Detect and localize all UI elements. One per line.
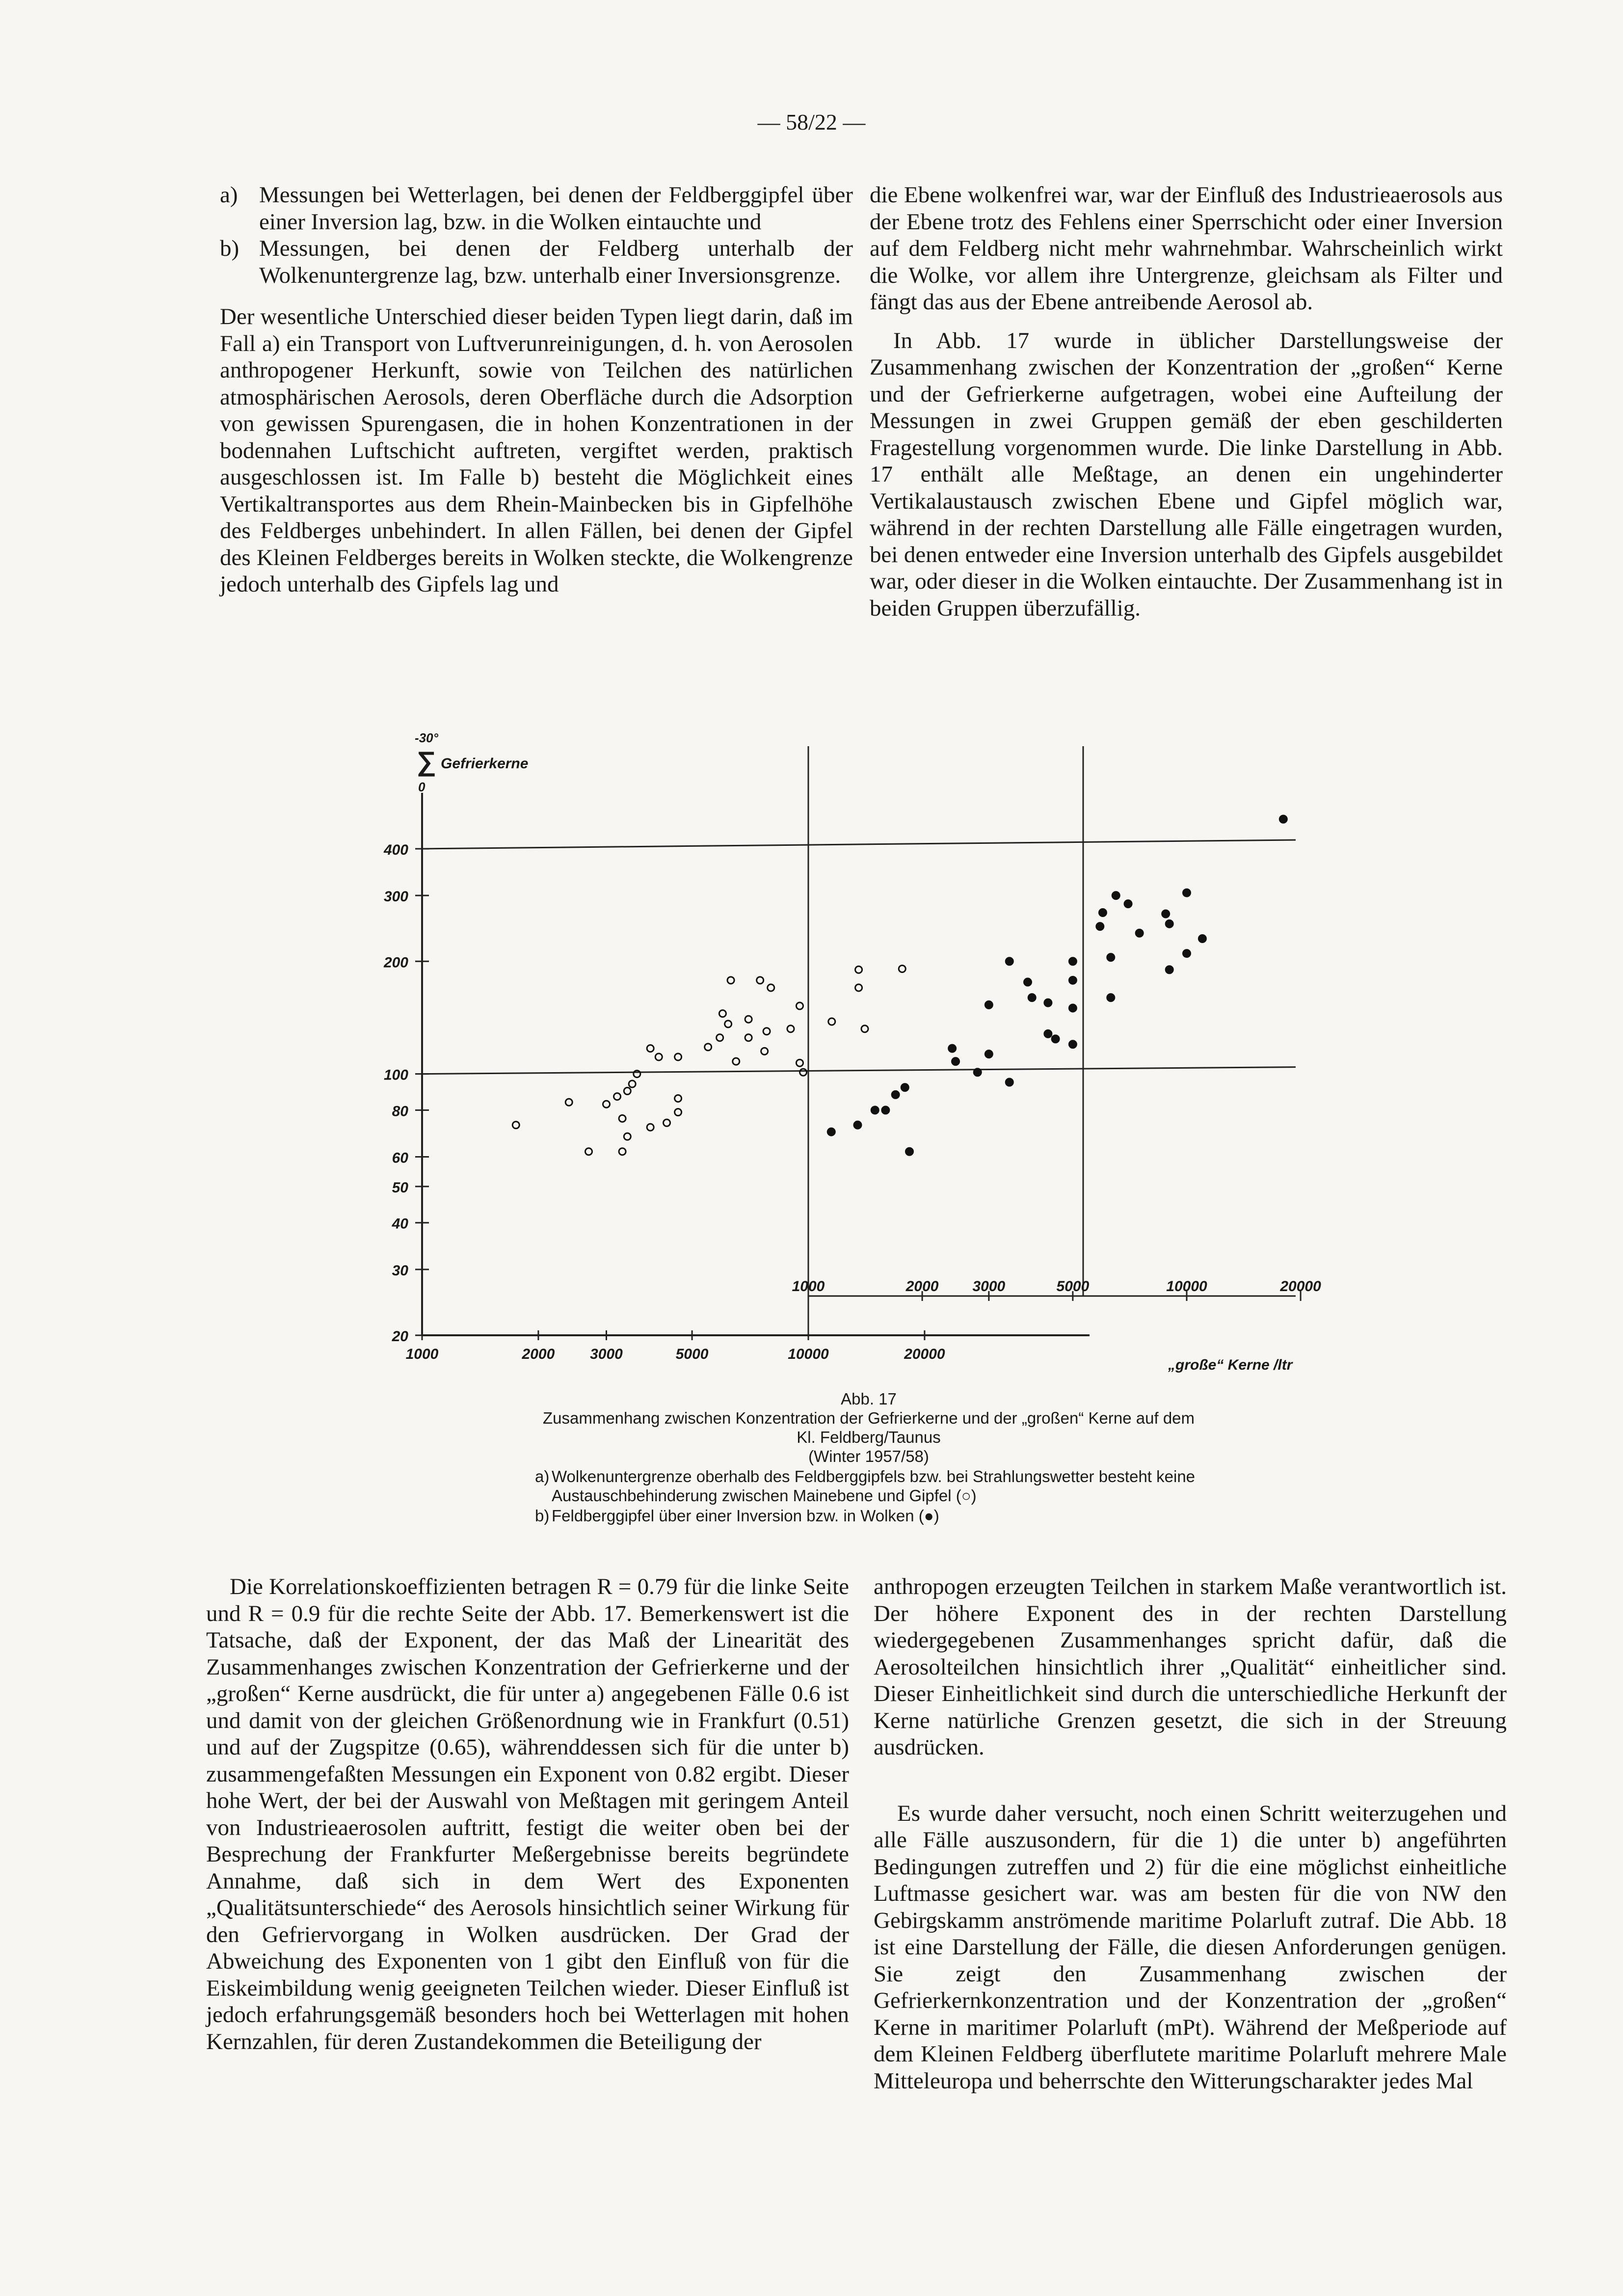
data-point-filled xyxy=(952,1057,959,1065)
data-point-open xyxy=(727,977,734,984)
x-tick-label-left: 10000 xyxy=(788,1346,829,1362)
data-point-filled xyxy=(853,1121,861,1129)
y-tick-label: 100 xyxy=(383,1067,408,1083)
data-point-filled xyxy=(892,1091,900,1099)
data-point-open xyxy=(855,984,862,991)
page-number: — 58/22 — xyxy=(757,109,866,135)
x-tick-label-left: 3000 xyxy=(590,1346,623,1362)
data-point-open xyxy=(796,1059,803,1066)
list-item-text: Messungen, bei denen der Feldberg unterhalb der Wolkenuntergrenze lag, bzw. unterhalb einer Inversionsgrenze. xyxy=(259,236,853,288)
x-tick-label-left: 20000 xyxy=(904,1346,945,1362)
y-label-top: -30° xyxy=(415,731,438,745)
data-point-open xyxy=(603,1101,610,1107)
data-point-filled xyxy=(1069,1004,1077,1012)
x-tick-label-right: 3000 xyxy=(972,1278,1006,1295)
data-point-filled xyxy=(1107,994,1115,1001)
data-point-open xyxy=(647,1124,654,1131)
data-point-filled xyxy=(1162,910,1170,918)
data-point-open xyxy=(717,1034,723,1041)
data-point-filled xyxy=(905,1148,913,1156)
data-point-filled xyxy=(1183,889,1191,897)
paragraph: Die Korrelationskoeffizienten betragen R = 0.79 für die linke Seite und R = 0.9 für die rechte Seite der Abb. 17. Bemerkenswert ist die Tatsache, daß der Exponent, der das Maß der Linearität des Zusammenhanges zwischen Konzentration der Gefrierkerne und der „großen“ Kerne ausdrückt, die für unter a) angegebenen Fälle 0.6 ist und damit von der gleichen Größenordnung wie in Frankfurt (0.51) und auf der Zugspitze (0.65), währenddessen sich für die unter b) zusammengefaßten Messungen ein Exponent von 0.82 ergibt. Dieser hohe Wert, der bei der Auswahl von Meßtagen mit geringem Anteil von Industrieaerosolen auftritt, festigt die weiter oben bei der Besprechung der Frankfurter Meßergebnisse bereits begründete Annahme, daß sich in dem Wert des Exponenten „Qualitätsunterschiede“ des Aerosols hinsichtlich seiner Wirkung für den Gefriervorgang in Wolken ausdrücken. Der Grad der Abweichung des Exponenten von 1 gibt den Einfluß von für die Eiskeimbildung wenig geeigneten Teilchen wieder. Dieser Einfluß ist jedoch erfahrungsgemäß besonders hoch bei Wetterlagen mit hohen Kernzahlen, für deren Zustandekommen die Beteiligung der xyxy=(206,1574,849,2054)
data-point-filled xyxy=(985,1001,993,1009)
caption-title: Abb. 17 xyxy=(841,1390,897,1408)
scatter-chart xyxy=(334,731,1340,1384)
list-item-b xyxy=(220,235,853,289)
paragraph: Der wesentliche Unterschied dieser beiden Typen liegt darin, daß im Fall a) ein Transport von Luftverunreinigungen, d. h. von Aerosolen anthropogener Herkunft, sowie von Teilchen des natürlichen atmosphärischen Aerosols, deren Oberfläche durch die Adsorption von gewissen Spurengasen, die in hohen Konzentrationen in der bodennahen Luftschicht auftreten, vergiftet werden, praktisch ausgeschlossen ist. Im Falle b) besteht die Möglichkeit eines Vertikaltransportes aus dem Rhein-Mainbecken bis in Gipfelhöhe des Feldberges unbehindert. In allen Fällen, bei denen der Gipfel des Kleinen Feldberges bereits in Wolken steckte, die Wolkengrenze jedoch unterhalb des Gipfels lag und xyxy=(220,304,853,597)
data-point-open xyxy=(761,1048,768,1054)
data-point-open xyxy=(565,1099,572,1106)
data-point-open xyxy=(855,966,862,973)
data-point-open xyxy=(745,1034,752,1041)
data-point-filled xyxy=(1069,957,1077,965)
caption-line: (Winter 1957/58) xyxy=(808,1447,929,1465)
data-point-filled xyxy=(1107,953,1115,961)
data-point-filled xyxy=(881,1106,889,1114)
data-point-filled xyxy=(1069,1040,1077,1048)
data-point-open xyxy=(629,1080,636,1087)
data-point-filled xyxy=(1044,1030,1052,1038)
data-point-open xyxy=(624,1133,631,1140)
data-point-filled xyxy=(827,1128,835,1136)
list-item-label: b) xyxy=(220,236,239,261)
x-tick-label-right: 1000 xyxy=(792,1278,825,1295)
y-tick-label: 80 xyxy=(392,1103,408,1120)
data-point-filled xyxy=(948,1045,956,1053)
data-point-filled xyxy=(1166,966,1173,973)
y-tick-label: 20 xyxy=(392,1328,408,1345)
text-column-bottom-right xyxy=(874,1573,1507,2106)
y-tick-label: 50 xyxy=(392,1179,408,1196)
data-point-filled xyxy=(1044,999,1052,1007)
y-tick-label: 40 xyxy=(392,1216,408,1232)
x-tick-label-left: 1000 xyxy=(405,1346,439,1362)
y-label-text: Gefrierkerne xyxy=(441,756,529,772)
data-point-open xyxy=(763,1028,770,1035)
list-item-text: Messungen bei Wetterlagen, bei denen der Feldberggipfel über einer Inversion lag, bzw. in die Wolken eintauchte und xyxy=(259,182,853,235)
data-point-open xyxy=(768,984,774,991)
data-point-filled xyxy=(1006,957,1013,965)
data-point-filled xyxy=(1096,922,1104,930)
caption-item-label: b) xyxy=(535,1507,550,1525)
data-point-open xyxy=(828,1018,835,1025)
data-point-filled xyxy=(1183,949,1191,957)
x-tick-label-left: 5000 xyxy=(675,1346,709,1362)
caption-item-label: a) xyxy=(535,1467,550,1486)
data-point-filled xyxy=(974,1068,982,1076)
caption-item-text: Feldberggipfel über einer Inversion bzw. in Wolken (●) xyxy=(552,1507,939,1525)
data-point-open xyxy=(745,1016,752,1023)
data-point-filled xyxy=(1124,900,1132,908)
paragraph: Es wurde daher versucht, noch einen Schritt weiterzugehen und alle Fälle auszusondern, für die 1) die unter b) angeführten Bedingungen zutreffen und 2) für die eine möglichst einheitliche Luftmasse gesichert war. was am besten für die von NW den Gebirgskamm anströmende maritime Polarluft zutraf. Die Abb. 18 ist eine Darstellung der Fälle, die diesen Anforderungen genügen. Sie zeigt den Zusammenhang zwischen der Gefrierkernkonzentration und der Konzentration der „großen“ Kerne in maritimer Polarluft (mPt). Während der Meßperiode auf dem Kleinen Feldberg überflutete maritime Polarluft mehrere Male Mitteleuropa und beherrschte den Witterungscharakter jedes Mal xyxy=(874,1800,1507,2094)
data-point-open xyxy=(655,1053,662,1060)
y-tick-label: 400 xyxy=(383,841,408,858)
data-point-filled xyxy=(1052,1035,1060,1043)
paragraph: anthropogen erzeugten Teilchen in starkem Maße verantwortlich ist. Der höhere Exponent des in der rechten Darstellung wiedergegebenen Zusammenhanges spricht dafür, daß die Aerosolteilchen hinsichtlich ihrer „Qualität“ einheitlicher sind. Dieser Einheitlichkeit sind durch die unterschiedliche Herkunft der Kerne natürliche Grenzen gesetzt, die sich in der Streuung ausdrücken. xyxy=(874,1574,1507,1760)
data-point-open xyxy=(614,1093,621,1100)
figure-caption xyxy=(535,1389,1202,1525)
data-point-filled xyxy=(985,1050,993,1058)
data-point-open xyxy=(675,1095,682,1102)
y-tick-label: 30 xyxy=(392,1262,408,1279)
data-point-filled xyxy=(1166,920,1173,928)
y-tick-label: 300 xyxy=(383,889,408,905)
data-point-open xyxy=(619,1115,626,1122)
caption-item-a xyxy=(535,1467,1202,1505)
data-point-open xyxy=(512,1122,519,1129)
data-point-filled xyxy=(1279,815,1287,823)
x-tick-label-right: 10000 xyxy=(1166,1278,1207,1295)
data-point-filled xyxy=(1024,978,1032,986)
x-axis-label: „große“ Kerne /ltr xyxy=(1168,1357,1293,1373)
paragraph: In Abb. 17 wurde in üblicher Darstellungsweise der Zusammenhang zwischen der Konzentration der „großen“ Kerne und der Gefrierkerne aufgetragen, wobei eine Aufteilung der Messungen in zwei Gruppen gemäß der eben geschilderten Fragestellung vorgenommen wurde. Die linke Darstellung in Abb. 17 enthält alle Meßtage, an denen ein ungehinderter Vertikalaustausch zwischen Ebene und Gipfel möglich war, während in der rechten Darstellung alle Fälle eingetragen wurden, bei denen entweder eine Inversion unterhalb des Gipfels ausgebildet war, oder dieser in die Wolken eintauchte. Der Zusammenhang ist in beiden Gruppen überzufällig. xyxy=(870,327,1503,621)
data-point-filled xyxy=(901,1083,909,1091)
data-point-open xyxy=(705,1044,712,1051)
data-point-open xyxy=(585,1148,592,1155)
paragraph: die Ebene wolkenfrei war, war der Einfluß des Industrieaerosols aus der Ebene trotz des Fehlens einer Sperrschicht oder einer Inversion auf dem Feldberg nicht mehr wahrnehmbar. Wahrscheinlich wirkt die Wolke, vor allem ihre Untergrenze, gleichsam als Filter und fängt das aus der Ebene antreibende Aerosol ab. xyxy=(870,182,1503,315)
data-point-filled xyxy=(1069,976,1077,984)
list-item-a xyxy=(220,182,853,235)
data-point-open xyxy=(725,1021,732,1027)
data-point-open xyxy=(796,1002,803,1009)
text-column-bottom-left xyxy=(206,1573,849,2067)
data-point-filled xyxy=(871,1106,879,1114)
data-point-filled xyxy=(1028,994,1036,1001)
list-item-label: a) xyxy=(220,182,238,208)
data-point-filled xyxy=(1006,1079,1013,1086)
text-column-top-right xyxy=(870,182,1503,633)
data-point-open xyxy=(757,977,764,984)
y-label-zero: 0 xyxy=(418,780,426,794)
gridline-400 xyxy=(422,840,1296,849)
data-point-open xyxy=(624,1087,631,1094)
y-tick-label: 60 xyxy=(392,1150,408,1166)
data-point-open xyxy=(733,1058,740,1065)
data-point-open xyxy=(619,1148,626,1155)
data-point-filled xyxy=(1198,935,1206,943)
data-point-open xyxy=(861,1026,868,1032)
caption-item-text: Wolkenuntergrenze oberhalb des Feldberggipfels bzw. bei Strahlungswetter besteht keine Austauschbehinderung zwischen Mainebene und Gipfel (○) xyxy=(552,1467,1196,1505)
y-tick-label: 200 xyxy=(383,954,408,971)
data-point-filled xyxy=(1099,909,1107,917)
data-point-open xyxy=(675,1053,682,1060)
text-column-top-left xyxy=(220,182,853,610)
x-tick-label-left: 2000 xyxy=(522,1346,555,1362)
data-point-open xyxy=(647,1045,654,1052)
data-point-open xyxy=(675,1109,682,1116)
gridline-100 xyxy=(422,1067,1296,1074)
data-point-open xyxy=(787,1026,794,1032)
x-tick-label-right: 20000 xyxy=(1280,1278,1321,1295)
caption-line: Zusammenhang zwischen Konzentration der Gefrierkerne und der „großen“ Kerne auf dem Kl. Feldberg/Taunus xyxy=(542,1409,1195,1446)
data-point-open xyxy=(899,966,905,972)
caption-item-b xyxy=(535,1506,1202,1525)
figure-17 xyxy=(334,731,1340,1409)
data-point-open xyxy=(800,1069,807,1076)
y-label-sigma: ∑ xyxy=(416,746,436,777)
data-point-filled xyxy=(1112,891,1120,899)
x-tick-label-right: 2000 xyxy=(905,1278,939,1295)
x-tick-label-right: 5000 xyxy=(1056,1278,1090,1295)
data-point-filled xyxy=(1136,929,1144,937)
data-point-open xyxy=(719,1010,726,1017)
data-point-open xyxy=(664,1119,670,1126)
